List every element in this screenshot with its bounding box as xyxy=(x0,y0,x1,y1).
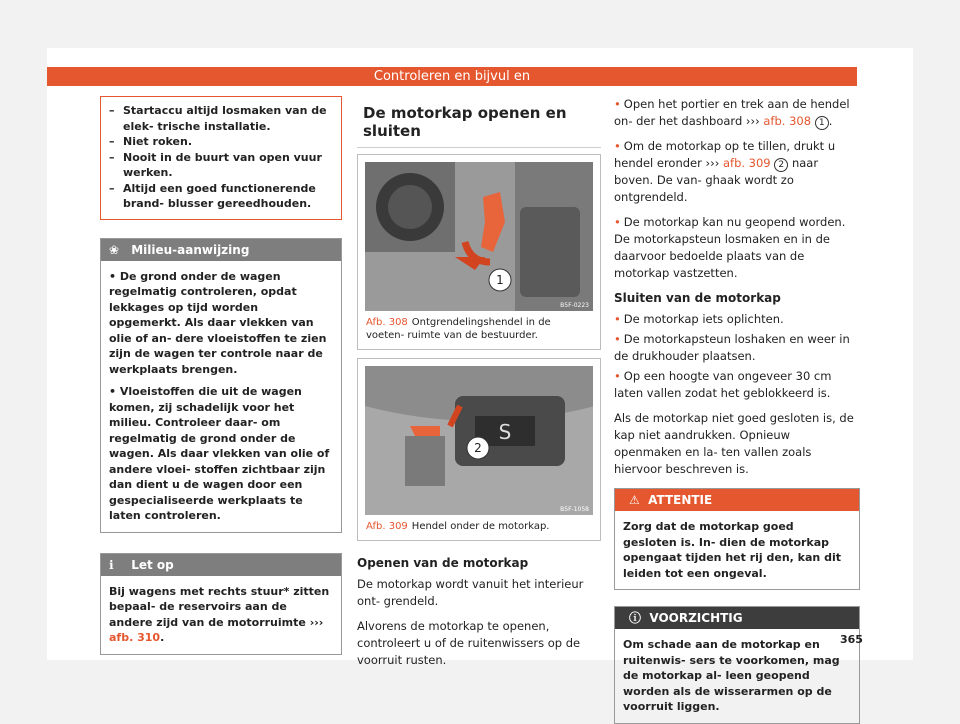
letop-header: ℹ Let op xyxy=(101,554,341,576)
flower-icon: ❀ xyxy=(109,242,120,257)
subheading: Sluiten van de motorkap xyxy=(614,291,781,305)
list-item: – Nooit in de buurt van open vuur werken. xyxy=(109,150,322,179)
paragraph: Als de motorkap niet goed gesloten is, de kap niet aandrukken. Opnieuw openmaken en la- ten vallen zoals hiervoor beschreven is. xyxy=(614,411,854,476)
figure-309 xyxy=(357,358,601,541)
info-icon: ℹ xyxy=(109,557,114,572)
subheading: Openen van de motorkap xyxy=(357,556,529,570)
list-item: • De motorkapsteun loshaken en weer in de drukhouder plaatsen. xyxy=(614,332,850,363)
attentie-box xyxy=(614,488,860,590)
section-title: De motorkap openen en sluiten xyxy=(357,96,601,148)
letop-box xyxy=(100,553,342,655)
hood-illustration xyxy=(365,366,593,515)
figure-link[interactable]: afb. 310 xyxy=(109,631,161,644)
opening-section xyxy=(357,555,601,669)
marker-1: 1 xyxy=(496,273,504,287)
paragraph: De motorkap wordt vanuit het interieur ont- grendeld. xyxy=(357,577,584,608)
chapter-header xyxy=(47,67,857,86)
list-item: • Open het portier en trek aan de hendel on- der het dashboard ››› afb. 308 1 . xyxy=(614,97,850,128)
figure-link[interactable]: afb. 308 xyxy=(763,114,812,128)
footwell-lever-image xyxy=(365,162,593,311)
footwell-illustration xyxy=(365,162,593,311)
attentie-header: ⚠ ATTENTIE xyxy=(615,489,859,511)
caution-icon: ⓘ xyxy=(629,611,642,625)
paragraph: Alvorens de motorkap te openen, controleert u of de ruitenwissers op de voorruit rusten. xyxy=(357,619,581,667)
steps-section xyxy=(614,96,860,478)
list-item: • De motorkap iets oplichten. xyxy=(614,312,784,326)
chapter-title: Controleren en bijvul en xyxy=(373,69,531,84)
milieu-paragraph: • De grond onder de wagen regelmatig controleren, opdat lekkages op tijd worden opgemerkt. Als daar vlekken van olie of an- dere vloeistoffen te zien zijn de wagen ter controle naar de werkplaats brengen. xyxy=(109,269,327,376)
middle-column xyxy=(357,96,601,677)
list-item: – Altijd een goed functionerende brand- blusser gereedhouden. xyxy=(109,181,316,210)
figure-308 xyxy=(357,154,601,350)
voorzichtig-box xyxy=(614,606,860,724)
list-item: • De motorkap kan nu geopend worden. De motorkapsteun losmaken en in de daarvoor bedoelde plaats van de motorkap vastzetten. xyxy=(614,215,846,280)
page-number: 365 xyxy=(840,633,863,646)
milieu-paragraph: • Vloeistoffen die uit de wagen komen, zij schadelijk voor het milieu. Controleer daar- om regelmatig de grond onder de wagen. Als daar vlekken van olie of andere vloei- stoffen zichtbaar zijn dan dient u de wagen door een gespecialiseerde werkplaats te laten controleren. xyxy=(109,385,330,522)
voorzichtig-body: Om schade aan de motorkap en ruitenwis- sers te voorkomen, mag de motorkap al- leen geopend worden als de wisserarmen op de voorruit liggen. xyxy=(623,638,840,713)
hood-lever-image xyxy=(365,366,593,515)
figure-caption: Afb. 308 Ontgrendelingshendel in de voeten- ruimte van de bestuurder. xyxy=(366,317,551,341)
figure-caption: Afb. 309 Hendel onder de motorkap. xyxy=(366,521,550,532)
marker-2: 2 xyxy=(474,441,482,455)
milieu-body xyxy=(101,261,341,532)
warning-triangle-icon: ⚠ xyxy=(629,493,640,507)
list-item: • Om de motorkap op te tillen, drukt u hendel eronder ››› afb. 309 2 naar boven. De van- ghaak wordt zo ontgrendeld. xyxy=(614,139,836,204)
figure-link[interactable]: afb. 309 xyxy=(722,156,771,170)
image-code: B5F-1058 xyxy=(560,506,589,513)
list-item: – Startaccu altijd losmaken van de elek- trische installatie. xyxy=(109,104,327,133)
warning-list-box xyxy=(100,96,342,220)
milieu-header: ❀ Milieu-aanwijzing xyxy=(101,239,341,261)
right-column xyxy=(614,96,860,724)
left-column xyxy=(100,96,342,655)
voorzichtig-header: ⓘ VOORZICHTIG xyxy=(615,607,859,629)
image-code: B5F-0223 xyxy=(560,302,589,309)
letop-body: Bij wagens met rechts stuur* zitten bepaal- de reservoirs aan de andere zijd van de motorruimte ››› afb. 310. xyxy=(109,584,330,644)
list-item: • Op een hoogte van ongeveer 30 cm laten vallen zodat het geblokkeerd is. xyxy=(614,369,832,400)
attentie-body: Zorg dat de motorkap goed gesloten is. In- dien de motorkap opengaat tijden het rij den, kan dit leiden tot een ongeval. xyxy=(623,520,841,580)
svg-text:S: S xyxy=(498,420,512,444)
list-item: – Niet roken. xyxy=(109,135,192,148)
milieu-box xyxy=(100,238,342,533)
